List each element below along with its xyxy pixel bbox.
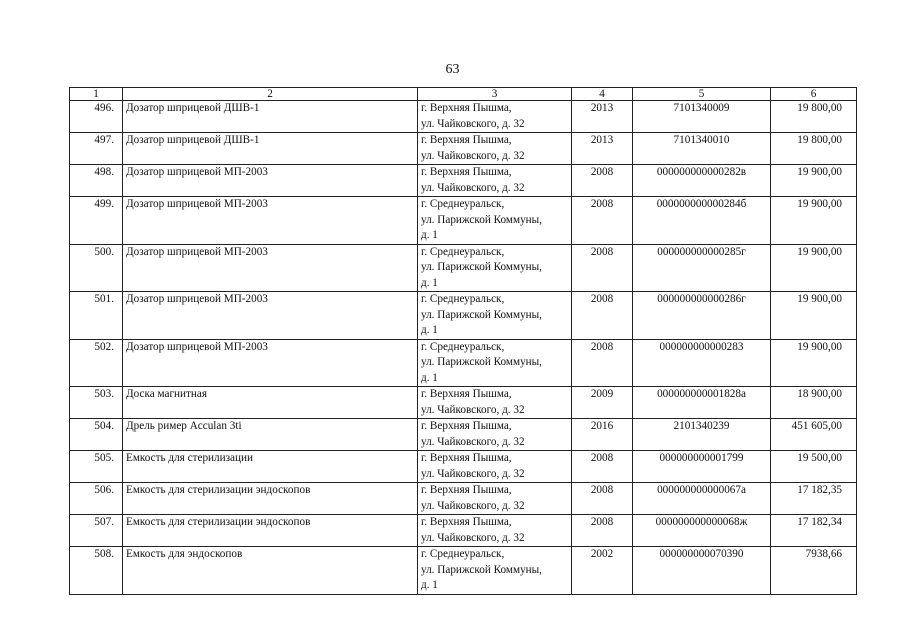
table-row <box>70 292 857 340</box>
year-cell: 2008 <box>572 339 633 387</box>
inventory-table-body <box>70 88 857 595</box>
row-number-cell: 498. <box>70 165 123 197</box>
year-cell: 2008 <box>572 483 633 515</box>
address-line: г. Среднеуральск, <box>421 548 505 560</box>
address-cell <box>418 451 572 483</box>
address-line: г. Верхняя Пышма, <box>421 420 512 432</box>
item-name-cell: Емкость для стерилизации эндоскопов <box>123 515 418 547</box>
inventory-table <box>69 87 857 595</box>
table-row <box>70 419 857 451</box>
address-cell <box>418 292 572 340</box>
row-number-cell: 504. <box>70 419 123 451</box>
cost-cell: 17 182,35 <box>771 483 857 515</box>
address-line: г. Верхняя Пышма, <box>421 516 512 528</box>
address-line: г. Верхняя Пышма, <box>421 166 512 178</box>
inventory-number-cell: 000000000000285г <box>633 244 771 292</box>
address-line: г. Верхняя Пышма, <box>421 484 512 496</box>
address-cell <box>418 515 572 547</box>
column-number-header: 4 <box>572 88 633 101</box>
address-cell <box>418 101 572 133</box>
year-cell: 2009 <box>572 387 633 419</box>
address-line: ул. Парижской Коммуны, <box>421 261 542 273</box>
item-name-cell: Дозатор шприцевой ДШВ-1 <box>123 101 418 133</box>
address-line: ул. Парижской Коммуны, <box>421 563 542 576</box>
cost-cell: 17 182,34 <box>771 515 857 547</box>
item-name-cell: Емкость для стерилизации <box>123 451 418 483</box>
address-line: ул. Парижской Коммуны, <box>421 356 542 368</box>
column-number-header: 6 <box>771 88 857 101</box>
address-line: ул. Чайковского, д. 32 <box>421 403 525 416</box>
address-line: г. Верхняя Пышма, <box>421 452 512 464</box>
inventory-number-cell: 000000000000284б <box>633 197 771 245</box>
cost-cell: 18 900,00 <box>771 387 857 419</box>
address-line: ул. Парижской Коммуны, <box>421 308 542 321</box>
inventory-number-cell: 2101340239 <box>633 419 771 451</box>
inventory-number-cell: 000000000000286г <box>633 292 771 340</box>
year-cell: 2008 <box>572 197 633 245</box>
address-cell <box>418 197 572 245</box>
row-number-cell: 499. <box>70 197 123 245</box>
column-number-header: 1 <box>70 88 123 101</box>
address-line: д. 1 <box>421 324 438 336</box>
address-line: д. 1 <box>421 276 438 289</box>
address-line: д. 1 <box>421 229 438 241</box>
row-number-cell: 508. <box>70 547 123 595</box>
inventory-number-cell: 000000000000068ж <box>633 515 771 547</box>
table-row <box>70 515 857 547</box>
cost-cell: 19 900,00 <box>771 197 857 245</box>
address-cell <box>418 133 572 165</box>
address-line: г. Среднеуральск, <box>421 340 505 353</box>
inventory-number-cell: 000000000000067а <box>633 483 771 515</box>
address-line: ул. Чайковского, д. 32 <box>421 181 525 194</box>
cost-cell: 19 800,00 <box>771 133 857 165</box>
item-name-cell: Дрель ример Acculan 3ti <box>123 419 418 451</box>
address-line: д. 1 <box>421 579 438 591</box>
table-row <box>70 451 857 483</box>
inventory-number-cell: 000000000000282в <box>633 165 771 197</box>
address-cell <box>418 547 572 595</box>
address-cell <box>418 339 572 387</box>
table-row <box>70 133 857 165</box>
row-number-cell: 507. <box>70 515 123 547</box>
table-row <box>70 339 857 387</box>
year-cell: 2008 <box>572 165 633 197</box>
inventory-number-cell: 000000000001828а <box>633 387 771 419</box>
address-line: ул. Чайковского, д. 32 <box>421 149 525 162</box>
year-cell: 2013 <box>572 101 633 133</box>
inventory-number-cell: 000000000001799 <box>633 451 771 483</box>
inventory-number-cell: 000000000070390 <box>633 547 771 595</box>
cost-cell: 19 900,00 <box>771 244 857 292</box>
address-line: ул. Чайковского, д. 32 <box>421 467 525 480</box>
cost-cell: 19 800,00 <box>771 101 857 133</box>
cost-cell: 19 500,00 <box>771 451 857 483</box>
item-name-cell: Дозатор шприцевой МП-2003 <box>123 197 418 245</box>
cost-cell: 451 605,00 <box>771 419 857 451</box>
item-name-cell: Дозатор шприцевой МП-2003 <box>123 165 418 197</box>
item-name-cell: Емкость для эндоскопов <box>123 547 418 595</box>
address-cell <box>418 419 572 451</box>
year-cell: 2013 <box>572 133 633 165</box>
table-row <box>70 387 857 419</box>
year-cell: 2008 <box>572 515 633 547</box>
cost-cell: 7938,66 <box>771 547 857 595</box>
table-row <box>70 244 857 292</box>
address-line: г. Верхняя Пышма, <box>421 134 512 146</box>
column-number-header: 5 <box>633 88 771 101</box>
item-name-cell: Дозатор шприцевой МП-2003 <box>123 292 418 340</box>
address-line: д. 1 <box>421 371 438 384</box>
table-row <box>70 101 857 133</box>
address-cell <box>418 387 572 419</box>
year-cell: 2002 <box>572 547 633 595</box>
row-number-cell: 502. <box>70 339 123 387</box>
column-number-header: 2 <box>123 88 418 101</box>
row-number-cell: 497. <box>70 133 123 165</box>
inventory-number-cell: 7101340009 <box>633 101 771 133</box>
item-name-cell: Дозатор шприцевой ДШВ-1 <box>123 133 418 165</box>
item-name-cell: Доска магнитная <box>123 387 418 419</box>
address-cell <box>418 244 572 292</box>
column-number-header-row <box>70 88 857 101</box>
table-row <box>70 197 857 245</box>
cost-cell: 19 900,00 <box>771 339 857 387</box>
table-row <box>70 547 857 595</box>
address-cell <box>418 165 572 197</box>
address-line: г. Среднеуральск, <box>421 293 505 305</box>
item-name-cell: Дозатор шприцевой МП-2003 <box>123 339 418 387</box>
address-line: ул. Чайковского, д. 32 <box>421 117 525 130</box>
table-row <box>70 483 857 515</box>
address-line: ул. Чайковского, д. 32 <box>421 435 525 448</box>
row-number-cell: 496. <box>70 101 123 133</box>
row-number-cell: 503. <box>70 387 123 419</box>
address-line: г. Верхняя Пышма, <box>421 388 512 400</box>
row-number-cell: 500. <box>70 244 123 292</box>
cost-cell: 19 900,00 <box>771 165 857 197</box>
address-line: г. Среднеуральск, <box>421 245 505 258</box>
item-name-cell: Емкость для стерилизации эндоскопов <box>123 483 418 515</box>
address-line: г. Верхняя Пышма, <box>421 102 512 114</box>
row-number-cell: 505. <box>70 451 123 483</box>
year-cell: 2008 <box>572 292 633 340</box>
page-number: 63 <box>445 62 460 77</box>
row-number-cell: 501. <box>70 292 123 340</box>
row-number-cell: 506. <box>70 483 123 515</box>
address-line: г. Среднеуральск, <box>421 198 505 210</box>
address-line: ул. Чайковского, д. 32 <box>421 499 525 512</box>
cost-cell: 19 900,00 <box>771 292 857 340</box>
inventory-number-cell: 7101340010 <box>633 133 771 165</box>
table-row <box>70 165 857 197</box>
address-cell <box>418 483 572 515</box>
address-line: ул. Парижской Коммуны, <box>421 213 542 226</box>
year-cell: 2008 <box>572 451 633 483</box>
address-line: ул. Чайковского, д. 32 <box>421 531 525 544</box>
item-name-cell: Дозатор шприцевой МП-2003 <box>123 244 418 292</box>
year-cell: 2016 <box>572 419 633 451</box>
inventory-number-cell: 000000000000283 <box>633 339 771 387</box>
year-cell: 2008 <box>572 244 633 292</box>
column-number-header: 3 <box>418 88 572 101</box>
